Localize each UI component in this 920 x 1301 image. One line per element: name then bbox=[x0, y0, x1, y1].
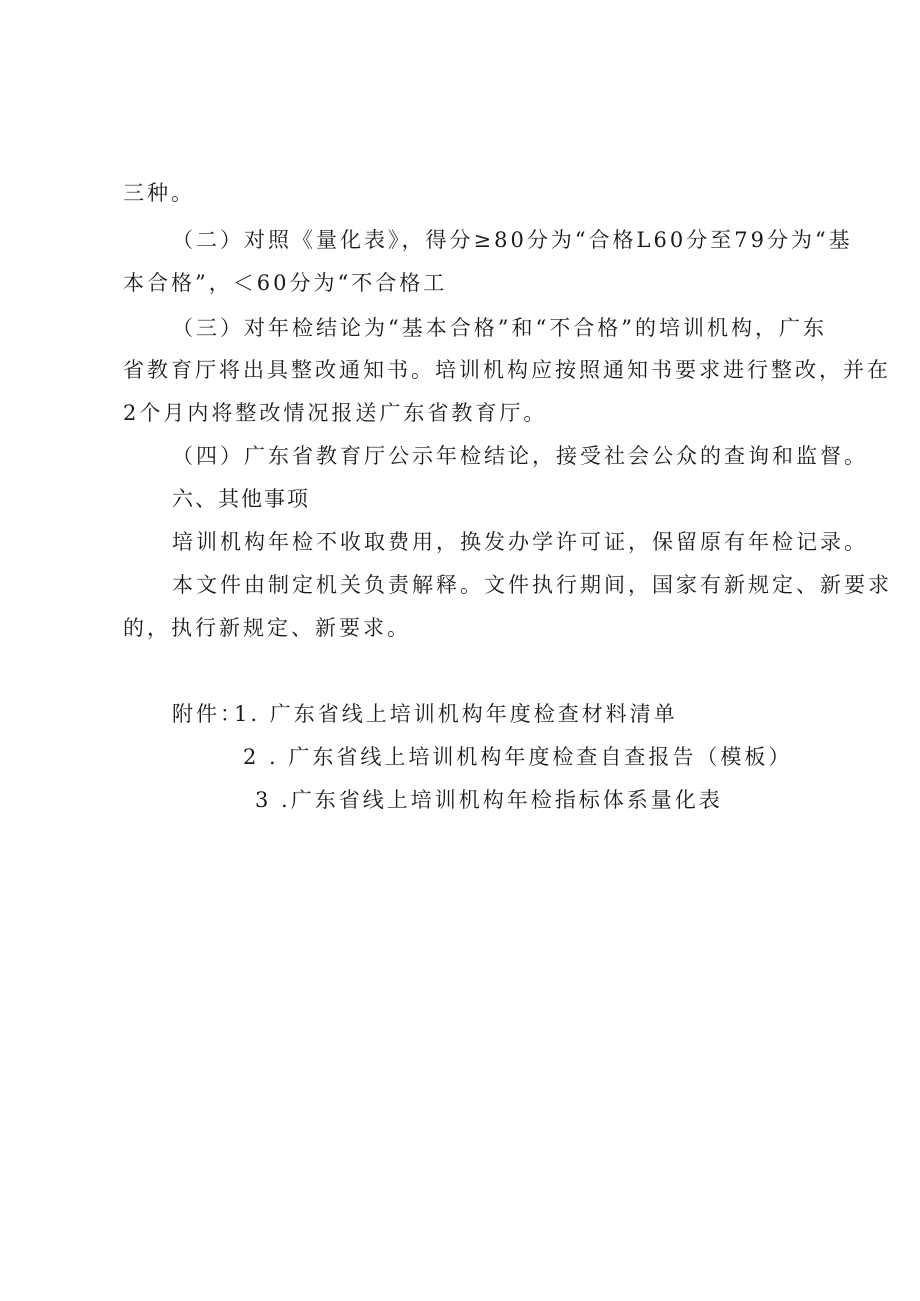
paragraph-line: 省教育厅将出具整改通知书。培训机构应按照通知书要求进行整改，并在 bbox=[123, 358, 891, 382]
paragraph-line: 培训机构年检不收取费用，换发办学许可证，保留原有年检记录。 bbox=[172, 530, 868, 554]
paragraph-line: （四）广东省教育厅公示年检结论，接受社会公众的查询和监督。 bbox=[172, 444, 868, 468]
attachment-item: 1. 广东省线上培训机构年度检查材料清单 bbox=[234, 702, 678, 726]
attachment-item: 3 .广东省线上培训机构年检指标体系量化表 bbox=[255, 788, 723, 812]
paragraph-line: 三种。 bbox=[123, 181, 195, 205]
paragraph-line: 2个月内将整改情况报送广东省教育厅。 bbox=[123, 401, 548, 425]
paragraph-line: （三）对年检结论为“基本合格”和“不合格”的培训机构，广东 bbox=[172, 316, 827, 340]
attachment-label: 附件： bbox=[172, 702, 244, 726]
paragraph-line: 本合格”，＜60分为“不合格工 bbox=[123, 271, 448, 295]
paragraph-line: 的，执行新规定、新要求。 bbox=[123, 616, 411, 640]
section-heading: 六、其他事项 bbox=[172, 487, 310, 511]
paragraph-line: （二）对照《量化表》，得分≥80分为“合格L60分至79分为“基 bbox=[172, 228, 853, 252]
attachment-item: 2 . 广东省线上培训机构年度检查自查报告（模板） bbox=[243, 745, 793, 769]
paragraph-line: 本文件由制定机关负责解释。文件执行期间，国家有新规定、新要求 bbox=[172, 573, 892, 597]
